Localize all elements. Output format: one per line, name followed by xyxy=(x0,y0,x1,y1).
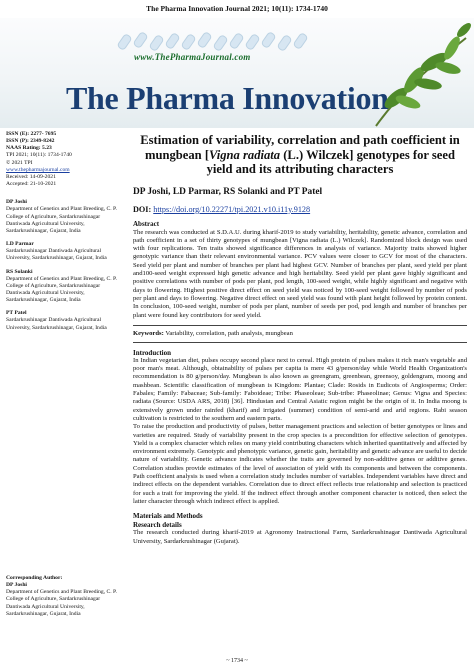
article-title: Estimation of variability, correlation and path coefficient in mungbean [Vigna radiata (L.) Wilczek] genotypes for seed yield and its attributing characters xyxy=(140,133,460,177)
doi-link[interactable]: https://doi.org/10.22271/tpi.2021.v10.i11y.9128 xyxy=(153,204,311,214)
author-name: RS Solanki xyxy=(6,268,33,275)
divider xyxy=(133,342,467,343)
received-date: Received: 14-09-2021 xyxy=(6,173,56,180)
author-affiliation: Sardarkrushinagar Dantiwada Agricultural University, Sardarkrushinagar, Gujarat, India xyxy=(6,317,107,331)
keywords-label: Keywords: xyxy=(133,329,164,337)
corresponding-author xyxy=(6,575,122,618)
article-body xyxy=(133,133,467,546)
publication-meta xyxy=(6,131,122,188)
author-block xyxy=(6,199,122,235)
author-affiliation: Sardarkrushinagar Dantiwada Agricultural University, Sardarkrushinagar, Gujarat, India xyxy=(6,248,107,262)
divider xyxy=(133,325,467,326)
corresponding-heading: Corresponding Author: xyxy=(6,575,63,581)
doi-label: DOI: xyxy=(133,204,152,214)
journal-name: The Pharma Innovation xyxy=(66,80,389,116)
sidebar xyxy=(6,131,122,332)
capsule-decoration xyxy=(120,32,340,50)
journal-banner xyxy=(0,18,474,128)
naas-rating: NAAS Rating: 5.23 xyxy=(6,145,52,152)
abstract xyxy=(133,220,467,320)
corresponding-affiliation: Department of Genetics and Plant Breeding, C. P. College of Agriculture, Sardarkrushinagar Dantiwada Agricultural University, Sardarkrushinagar, Gujarat, India xyxy=(6,589,117,617)
author-affiliation: Department of Genetics and Plant Breeding, C. P. College of Agriculture, Sardarkrushinagar Dantiwada Agricultural University, Sardarkrushinagar, Gujarat, India xyxy=(6,206,117,234)
plant-leaves-icon xyxy=(356,18,474,128)
tpi-citation: TPI 2021; 10(11): 1734-1740 xyxy=(6,152,72,159)
introduction-paragraph: To raise the production and productivity of pulses, better management practices and selection of better genotypes or lines and varieties are required. Study of variability present in the crop species is a precondition for effective selection of genotypes. Yield is a complex character which relies on many yield contributing characters which inherited quantitatively and affected by environment extremely. Genotypic and phenotypic variance, genetic gain, heritability and genetic advance are useful to decide nature of variability. Genetic advance indicates whether the traits are governed by non-additive genes or additive genes. Correlation studies provide estimates of the level of association of yield with its components and between the components. Path coefficient analysis is used when a correlation study includes number of variables. Independent variables have direct and indirect effects on the dependent variables. Correlation due to direct effect reflects true relationship and selection is practiced for such a trait for improving the yield. If the indirect effect through another component character is noticed, then select the latter character through which indirect effect is applied. xyxy=(133,423,467,505)
page-number: ~ 1734 ~ xyxy=(226,658,248,664)
keywords xyxy=(133,330,467,337)
doi-line xyxy=(133,205,467,214)
research-details-paragraph: The research conducted during kharif-2019 at Agronomy Instructional Farm, Sardarkrushinagar Dantiwada Agricultural University, Sardarkrushinagar (Gujarat). xyxy=(133,529,467,545)
keywords-text: Variability, correlation, path analysis, mungbean xyxy=(165,329,293,337)
author-name: PT Patel xyxy=(6,310,27,317)
author-list: DP Joshi, LD Parmar, RS Solanki and PT Patel xyxy=(133,186,323,197)
author-affiliation: Department of Genetics and Plant Breeding, C. P. College of Agriculture, Sardarkrushinagar Dantiwada Agricultural University, Sardarkrushinagar, Gujarat, India xyxy=(6,275,117,304)
issn-p: ISSN (P): 2349-8242 xyxy=(6,138,55,145)
author-name: LD Parmar xyxy=(6,241,34,248)
copyright: © 2021 TPI xyxy=(6,159,33,166)
author-block xyxy=(6,241,122,262)
author-block xyxy=(6,310,122,331)
journal-citation-header: The Pharma Innovation Journal 2021; 10(11): 1734-1740 xyxy=(146,4,328,13)
accepted-date: Accepted: 21-10-2021 xyxy=(6,181,57,188)
abstract-heading: Abstract xyxy=(133,219,160,228)
journal-website[interactable]: www.ThePharmaJournal.com xyxy=(134,52,251,62)
author-name: DP Joshi xyxy=(6,199,27,206)
introduction-heading: Introduction xyxy=(133,348,171,357)
author-block xyxy=(6,269,122,305)
research-details-heading: Research details xyxy=(133,521,182,530)
introduction-paragraph: In Indian vegetarian diet, pulses occupy second place next to cereal. High protein of pulses makes it rich man's vegetable and poor man's meat. Although, obtainability of pulses per capita is mere 43 g/person/day while World Health Organization's recommendation is 80 g/person/day. Mungbean is also known as greengram, greenbean, greensoy, goldengram, moong and mashbean. Scientific classification of mungbean is Kingdom: Plantae; Clade: Rosids in Eudicots of Angiosperms; Order: Fabales; Family: Fabaceae; Sub-family: Faboideae; Tribe: Phaseoleae; Sub-tribe: Phaseolinae; Genus: Vigna and Species: radiata (Source: USDA ARS, 2018) [36]. Hindustan and Central Asiatic region might be the origin of it. In India moong is extensively grown under rainfed (kharif) and irrigated (summer) condition of semi-arid and arid regions. Rabi season cultivation is restricted to the southern and eastern parts. xyxy=(133,356,467,422)
abstract-text: The research was conducted at S.D.A.U. during kharif-2019 to study variability, heritability, genetic advance, correlation and path coefficient in a set of thirty genotypes of mungbean [Vigna radiata (L.) Wilczek]. Randomized block design was used with four replications. Ten traits showed significance differences in analysis of variance. Majority traits showed higher genotypic variance than their relevant environmental variance. PCV values were closer to GCV for most of the characters. Seed yield per plant and number of branches per plant had highest GCV. Number of branches per plant, seed yield per plant and100-seed weight expressed high genetic advance and high heritability. Seed yield per plant gave highly significant and positive correlations with number of pods per plant, pod length, 100-seed weight, while highly significant and negative with days to flowering. Highest positive direct effect on seed yield was noticed by 100-seed weight followed by number of pods per plant and days to flowering. Negative direct effect on seed yield was found with plant height followed by protein content. In conclusion, 100-seed weight, number of pods per plant, number of seeds per pod, pod length and number of branches per plant were found key contributors for seed yield. xyxy=(133,228,467,319)
methods-heading: Materials and Methods xyxy=(133,512,203,521)
journal-link[interactable]: www.thepharmajournal.com xyxy=(6,166,70,173)
corresponding-name: DP Joshi xyxy=(6,582,27,589)
issn-e: ISSN (E): 2277- 7695 xyxy=(6,131,57,137)
